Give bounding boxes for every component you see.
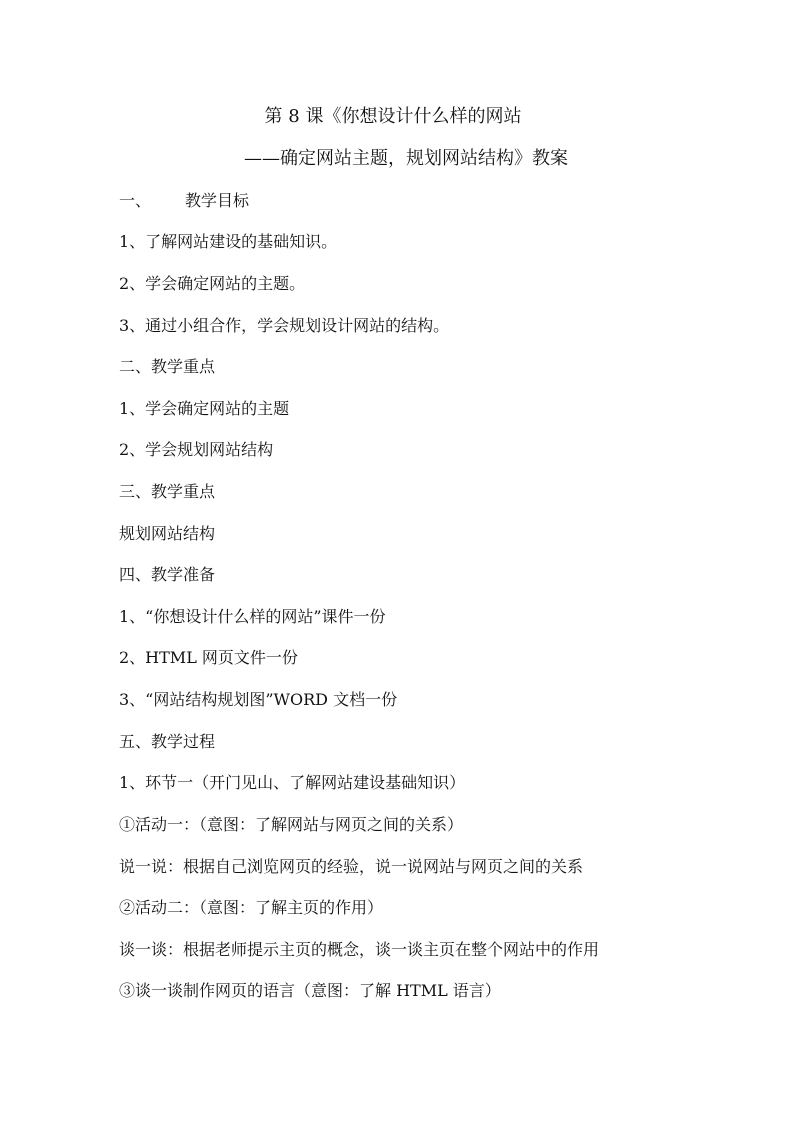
preparation-item-3: 3、“网站结构规划图”WORD 文档一份 <box>119 690 398 709</box>
section-number: 一、 <box>119 191 152 210</box>
objective-item-2: 2、学会确定网站的主题。 <box>119 274 306 293</box>
preparation-item-1: 1、“你想设计什么样的网站”课件一份 <box>119 607 386 626</box>
key-point-item-2: 2、学会规划网站结构 <box>119 440 274 459</box>
activity-1-description: 说一说：根据自己浏览网页的经验，说一说网站与网页之间的关系 <box>119 857 584 876</box>
activity-3: ③谈一谈制作网页的语言（意图：了解 HTML 语言） <box>119 981 501 1000</box>
section-label: 教学目标 <box>185 191 250 210</box>
objective-item-1: 1、了解网站建设的基础知识。 <box>119 232 338 251</box>
activity-2: ②活动二：（意图：了解主页的作用） <box>119 898 384 917</box>
section-heading-preparation: 四、教学准备 <box>119 565 216 584</box>
key-point-text: 规划网站结构 <box>119 524 216 543</box>
activity-1: ①活动一：（意图：了解网站与网页之间的关系） <box>119 815 464 834</box>
document-title-line-1: 第 8 课《你想设计什么样的网站 <box>264 106 522 127</box>
objective-item-3: 3、通过小组合作，学会规划设计网站的结构。 <box>119 316 450 335</box>
preparation-item-2: 2、HTML 网页文件一份 <box>119 648 298 667</box>
activity-2-description: 谈一谈：根据老师提示主页的概念，谈一谈主页在整个网站中的作用 <box>119 940 600 959</box>
section-heading-key-points: 二、教学重点 <box>119 357 216 376</box>
document-title-line-2: ——确定网站主题，规划网站结构》教案 <box>244 148 568 169</box>
process-step-1: 1、环节一（开门见山、了解网站建设基础知识） <box>119 773 466 792</box>
key-point-item-1: 1、学会确定网站的主题 <box>119 399 290 418</box>
section-heading-key-points-2: 三、教学重点 <box>119 482 216 501</box>
section-heading-teaching-objectives <box>119 189 249 213</box>
section-heading-process: 五、教学过程 <box>119 732 216 751</box>
